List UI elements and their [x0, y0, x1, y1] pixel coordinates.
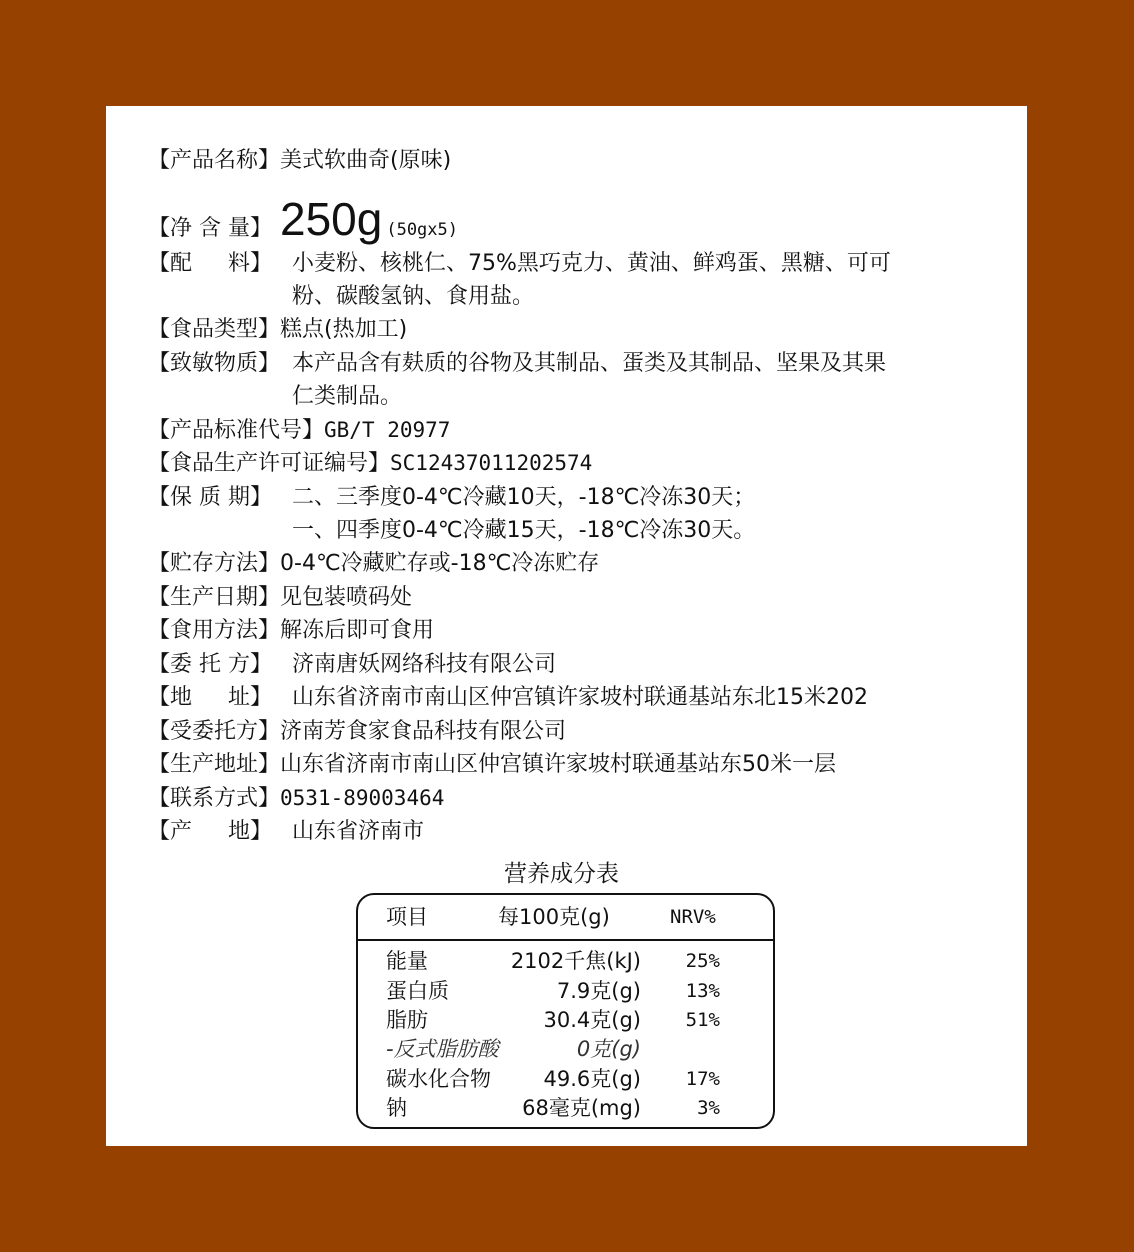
field-production-address — [148, 748, 836, 781]
nutrition-row-nrv: 17% — [685, 1068, 720, 1090]
field-net-weight — [148, 193, 458, 247]
field-value: 山东省济南市 — [292, 819, 425, 844]
nutrition-row-value: 7.9克(g) — [556, 979, 641, 1003]
label-part: 质 — [198, 485, 221, 510]
field-contact — [148, 782, 444, 815]
field-food-type — [148, 313, 407, 346]
field-production-date — [148, 581, 412, 614]
field-value: SC12437011202574 — [390, 451, 593, 475]
field-label: 【联系方式】 — [148, 786, 281, 811]
nutrition-row-item: 能量 — [386, 949, 428, 973]
label-part: 【委 — [148, 652, 193, 677]
nutrition-row-nrv: 13% — [685, 980, 720, 1002]
field-value: GB/T 20977 — [324, 418, 451, 442]
field-label: 【受委托方】 — [148, 719, 281, 744]
label-part: 址】 — [227, 685, 272, 710]
field-value: 糕点(热加工) — [280, 317, 408, 342]
nutrition-row-value: 30.4克(g) — [543, 1008, 641, 1032]
field-product-name — [148, 144, 451, 177]
field-label — [148, 648, 272, 681]
nutrition-table — [356, 893, 775, 1129]
field-ingredients — [148, 247, 272, 280]
field-origin — [148, 815, 424, 848]
field-value: 美式软曲奇(原味) — [280, 148, 452, 173]
nutrition-header-item: 项目 — [386, 905, 428, 929]
field-commissioner — [148, 648, 556, 681]
label-part: 料】 — [227, 251, 272, 276]
nutrition-row-value: 2102千焦(kJ) — [510, 949, 641, 973]
field-value: 山东省济南市南山区仲宫镇许家坡村联通基站东50米一层 — [280, 752, 837, 777]
label-part: 【产 — [148, 819, 193, 844]
nutrition-row-value: 49.6克(g) — [543, 1067, 641, 1091]
field-value: 0531-89003464 — [280, 786, 445, 810]
label-part: 托 — [198, 652, 221, 677]
field-storage — [148, 547, 599, 580]
field-value: 济南唐妖网络科技有限公司 — [292, 652, 557, 677]
label-part: 地】 — [227, 819, 272, 844]
nutrition-row-item: 脂肪 — [386, 1008, 428, 1032]
field-label — [148, 247, 272, 280]
nutrition-row-nrv: 51% — [685, 1009, 720, 1031]
field-value: 济南芳食家食品科技有限公司 — [280, 719, 567, 744]
shelf-life-line-1: 二、三季度0-4℃冷藏10天，-18℃冷冻30天； — [292, 485, 756, 510]
field-label: 【生产日期】 — [148, 585, 281, 610]
field-label — [148, 212, 272, 245]
label-part: 【地 — [148, 685, 193, 710]
allergens-line-2: 仁类制品。 — [292, 384, 403, 409]
label-part: 含 — [198, 216, 221, 241]
field-allergens — [148, 347, 280, 380]
field-label: 【食品类型】 — [148, 317, 281, 342]
field-shelf-life — [148, 481, 272, 514]
field-value: 山东省济南市南山区仲宫镇许家坡村联通基站东北15米202 — [292, 685, 868, 710]
field-label: 【致敏物质】 — [148, 351, 281, 376]
field-label: 【食用方法】 — [148, 618, 281, 643]
nutrition-row-item: 碳水化合物 — [386, 1067, 491, 1091]
nutrition-row-value: 68毫克(mg) — [522, 1096, 641, 1120]
field-value: 见包装喷码处 — [280, 585, 413, 610]
label-part: 期】 — [227, 485, 272, 510]
field-manufacturer — [148, 715, 566, 748]
field-label: 【生产地址】 — [148, 752, 281, 777]
field-license-number — [148, 447, 592, 480]
field-label: 【产品标准代号】 — [148, 418, 325, 443]
field-value: 解冻后即可食用 — [280, 618, 435, 643]
label-part: 【净 — [148, 216, 193, 241]
ingredients-line-1: 小麦粉、核桃仁、75%黑巧克力、黄油、鲜鸡蛋、黑糖、可可 — [292, 251, 891, 276]
ingredients-line-2: 粉、碳酸氢钠、食用盐。 — [292, 284, 535, 309]
field-address — [148, 681, 868, 714]
nutrition-header-per100: 每100克(g) — [498, 905, 610, 929]
field-label — [148, 681, 272, 714]
nutrition-row-nrv: 3% — [697, 1097, 720, 1119]
nutrition-row-nrv: 25% — [685, 950, 720, 972]
nutrition-divider — [358, 939, 773, 941]
nutrition-row-item: 钠 — [386, 1096, 407, 1120]
label-part: 【配 — [148, 251, 193, 276]
field-value: 0-4℃冷藏贮存或-18℃冷冻贮存 — [280, 551, 600, 576]
field-label: 【产品名称】 — [148, 148, 281, 173]
nutrition-row-value: 0克(g) — [576, 1037, 641, 1061]
field-label — [148, 815, 272, 848]
label-part: 【保 — [148, 485, 193, 510]
shelf-life-line-2: 一、四季度0-4℃冷藏15天，-18℃冷冻30天。 — [292, 518, 756, 543]
field-usage — [148, 614, 434, 647]
net-weight-breakdown: (50gx5) — [386, 220, 458, 240]
nutrition-row-item: -反式脂肪酸 — [386, 1037, 499, 1061]
field-label: 【贮存方法】 — [148, 551, 281, 576]
allergens-line-1: 本产品含有麸质的谷物及其制品、蛋类及其制品、坚果及其果 — [292, 351, 887, 376]
field-standard-code — [148, 414, 450, 447]
net-weight-value: 250g — [280, 193, 383, 245]
field-label — [148, 481, 272, 514]
nutrition-title: 营养成分表 — [504, 861, 619, 887]
nutrition-row-item: 蛋白质 — [386, 979, 449, 1003]
label-part: 量】 — [227, 216, 272, 241]
nutrition-header-nrv: NRV% — [670, 906, 716, 928]
field-label: 【食品生产许可证编号】 — [148, 451, 391, 476]
label-part: 方】 — [227, 652, 272, 677]
